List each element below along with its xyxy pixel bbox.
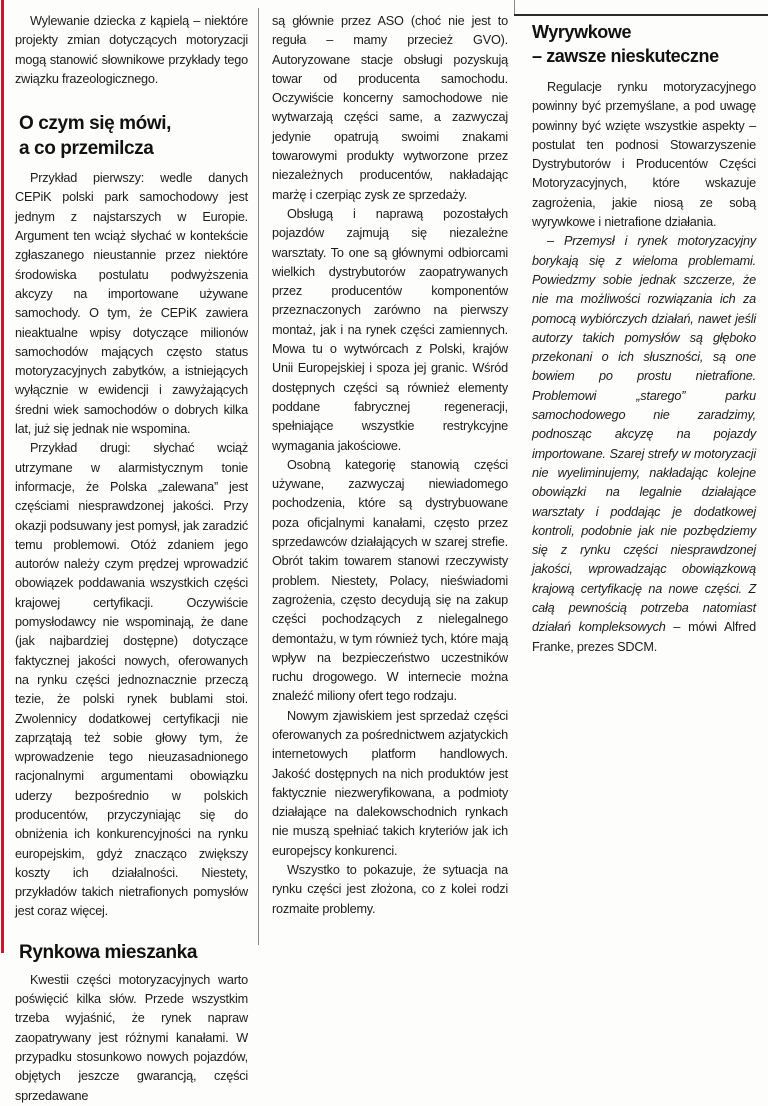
sidebar-heading bbox=[532, 20, 756, 68]
body-paragraph: Kwestii części motoryzacyjnych warto poświęcić kilka słów. Przede wszystkim trzeba wyjaśnić, że rynek napraw zaopatrywany jest różnymi kanałami. W przypadku stosunkowo nowych pojazdów, objętych jeszcze gwarancją, części sprzedawane bbox=[15, 972, 248, 1103]
heading-line: Wyrywkowe bbox=[532, 22, 632, 42]
sidebar-column bbox=[520, 0, 768, 953]
quote-attribution: – mówi Alfred Franke, prezes SDCM. bbox=[532, 620, 756, 654]
body-paragraph: Nowym zjawiskiem jest sprzedaż części oferowanych za pośrednictwem azjatyckich internetowych platform handlowych. Jakość dostępnych na nich produktów jest faktycznie niezweryfikowana, a podmioty działające na dalekowschodnich rynkach nie muszą spełniać takich kryteriów jak ich europejscy konkurenci. bbox=[272, 708, 508, 858]
body-paragraph: Wszystko to pokazuje, że sytuacja na rynku części jest złożona, co z kolei rodzi rozmaite problemy. bbox=[272, 863, 508, 916]
heading-line: O czym się mówi, bbox=[19, 113, 171, 135]
body-paragraph: Regulacje rynku motoryzacyjnego powinny być przemyślane, a pod uwagę powinny być wzięte wszystkie aspekty – postulat ten podnosi Stowarzyszenie Dystrybutorów i Producentów Części Motoryzacyjnych, które wskazuje zagrożenia, jakie niosą ze sobą wyrywkowe i nietrafione działania. bbox=[532, 80, 756, 230]
article-column-1 bbox=[0, 0, 260, 1103]
body-paragraph: są głównie przez ASO (choć nie jest to reguła – mamy przecież GVO). Autoryzowane stacje obsługi pozyskują towar od producenta samochodu. Oczywiście koncerny samochodowe nie wytwarzają części same, a zazwyczaj jedynie opatrują swoimi znakami towarowymi produkty wytworzone przez niezależnych producentów, nakładając marżę i czerpiąc zysk ze sprzedaży. bbox=[272, 14, 508, 202]
intro-paragraph: Wylewanie dziecka z kąpielą – niektóre projekty zmian dotyczących motoryzacji mogą stanowić słownikowe przykłady tego związku frazeologicznego. bbox=[15, 14, 248, 86]
body-paragraph: Obsługą i naprawą pozostałych pojazdów zajmują się niezależne warsztaty. To one są głównymi odbiorcami wielkich dystrybutorów zaopatrywanych przez producentów komponentów przeznaczonych zarówno na pierwszy montaż, jak i na rynek części zamiennych. Mowa tu o wytwórcach z Polski, krajów Unii Europejskiej i spoza jej granic. Wśród dostępnych części są również elementy poddane fabrycznej regeneracji, spełniające wszystkie restrykcyjne wymagania jakościowe. bbox=[272, 206, 508, 453]
heading-line: – zawsze nieskuteczne bbox=[532, 46, 719, 66]
body-paragraph: Przykład drugi: słychać wciąż utrzymane w alarmistycznym tonie informacje, że Polska „zalewana” jest częściami niesprawdzonej jakości. Przy okazji podsuwany jest pomysł, jak zaradzić temu problemowi. Otóż zdaniem jego autorów należy czym prędzej wprowadzić obowiązek poddawania wszystkich części krajowej certyfikacji. Oczywiście pomysłodawcy nie wspominają, że dane (jak najbardziej dostępne) dotyczące faktycznej jakości nowych, oferowanych na rynku części jednoznacznie przeczą tezie, że polski rynek bublami stoi. Zwolennicy dodatkowej certyfikacji nie zaprzątają też sobie głowy tym, że wprowadzenie tego nieuzasadnionego racjonalnymi argumentami obowiązku uderzy bezpośrednio w polskich producentów, przyczyniając się do obniżenia ich konkurencyjności na rynku europejskim, gdyż znacząco zwiększy koszty ich działalności. Niestety, przykładów takich nietrafionych pomysłów jest coraz więcej. bbox=[15, 441, 248, 919]
section-heading-rynkowa-mieszanka: Rynkowa mieszanka bbox=[19, 941, 198, 963]
heading-line: a co przemilcza bbox=[19, 138, 154, 160]
body-paragraph: Osobną kategorię stanowią części używane, zazwyczaj niewiadomego pochodzenia, które są dystrybuowane poza oficjalnymi kanałami, często przez sprzedawców działających w szarej strefie. Obrót takim towarem stanowi rzeczywisty problem. Niestety, Polacy, nieświadomi zagrożenia, często decydują się na zakup części pochodzących z nielegalnego demontażu, w tym również tych, które mają wpływ na bezpieczeństwo uczestników ruchu drogowego. W internecie można znaleźć miliony ofert tego rodzaju. bbox=[272, 457, 508, 704]
body-paragraph: Przykład pierwszy: wedle danych CEPiK polski park samochodowy jest jednym z najstarszych w Europie. Argument ten wciąż słychać w kontekście zgłaszanego nieustannie przez niektóre środowiska postulatu podwyższenia akcyzy na importowane używane samochody. O tym, że CEPiK zawiera nieaktualne wpisy dotyczące milionów samochodów mających często status motoryzacyjnych zabytków, a istniejących wyłącznie w ewidencji i zawyżających średni wiek samochodów o dobrych kilka lat, już się jednak nie wspomina. bbox=[15, 171, 248, 437]
quote-paragraph bbox=[532, 232, 756, 657]
article-column-2 bbox=[258, 0, 520, 953]
section-heading-o-czym-sie-mowi bbox=[19, 111, 248, 161]
quote-text: – Przemysł i rynek motoryzacyjny borykają się z wieloma problemami. Powiedzmy sobie jednak szczerze, że nie ma możliwości rozwiązania ich za pomocą wybiórczych działań, nawet jeśli autorzy takich pomysłów są głęboko przekonani o ich słuszności, są one bowiem po prostu nietrafione. Problemowi „starego” parku samochodowego nie zaradzimy, podnosząc akcyzę na pojazdy importowane. Szarej strefy w motoryzacji nie wyeliminujemy, nakładając kolejne obowiązki na legalnie działające warsztaty i poddając je dodatkowej kontroli, podobnie jak nie pozbędziemy się z rynku części niesprawdzonej jakości, wprowadzając obowiązkową krajową certyfikację na nowe części. Z całą pewnością potrzeba natomiast działań kompleksowych bbox=[532, 234, 756, 635]
